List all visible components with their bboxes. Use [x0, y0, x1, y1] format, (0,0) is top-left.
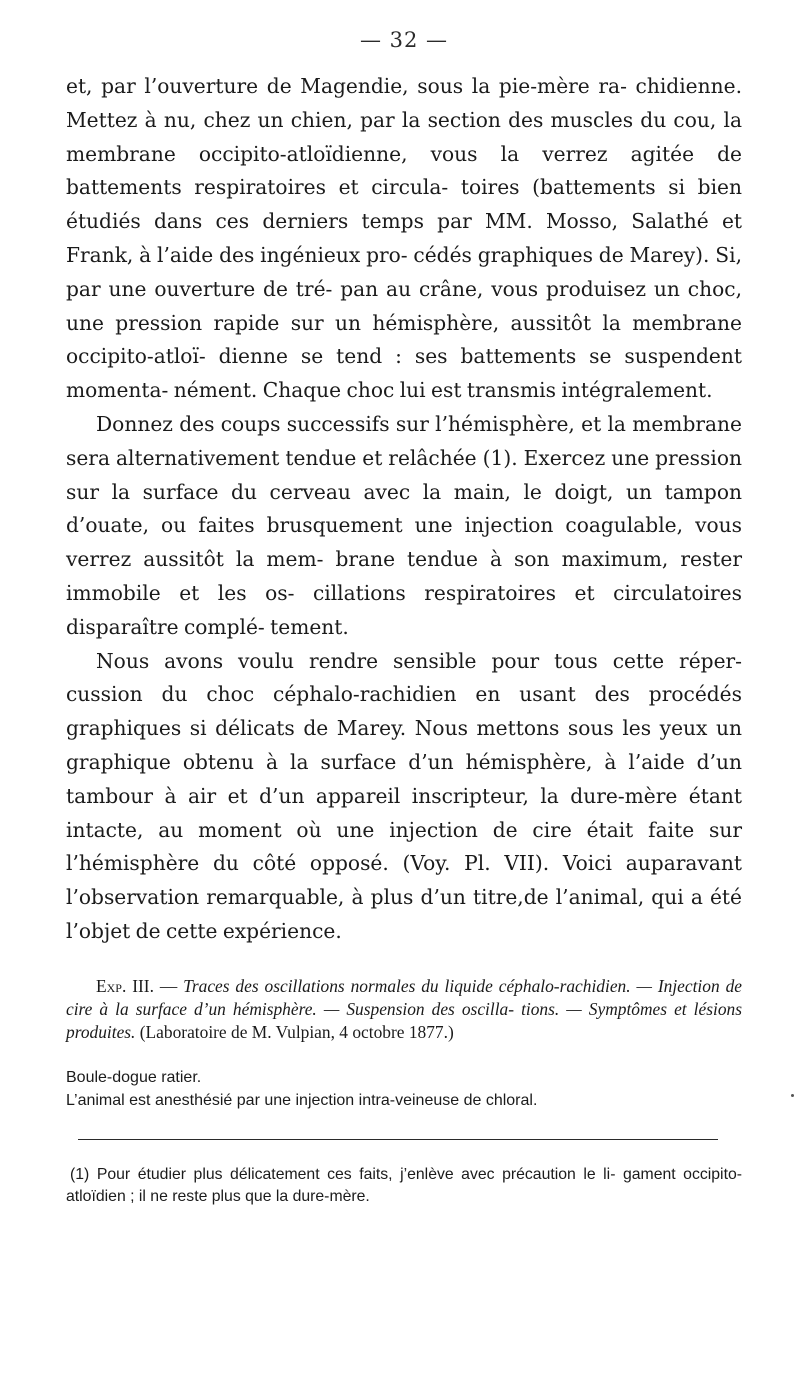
experiment-source: (Laboratoire de M. Vulpian, 4 octobre 1877.) [135, 1021, 454, 1042]
page-number: — 32 — [359, 28, 449, 52]
main-text [66, 70, 742, 949]
notes-line-2: L’animal est anesthésié par une injection intra-veineuse de chloral. [66, 1092, 538, 1110]
footnote-text: (1) Pour étudier plus délicatement ces faits, j’enlève avec précaution le li- gament occipito-atloïdien ; il ne reste plus que la dure-mère. [66, 1165, 742, 1206]
notes-line-1: Boule-dogue ratier. [66, 1068, 202, 1086]
footnote-divider [78, 1139, 718, 1140]
paragraph-1: et, par l’ouverture de Magendie, sous la pie-mère ra- chidienne. Mettez à nu, chez un chien, par la section des muscles du cou, la membrane occipito-atloïdienne, vous la verrez agitée de battements respiratoires et circula- toires (battements si bien étudiés dans ces derniers temps par MM. Mosso, Salathé et Frank, à l’aide des ingénieux pro- cédés graphiques de Marey). Si, par une ouverture de tré- pan au crâne, vous produisez un choc, une pression rapide sur un hémisphère, aussitôt la membrane occipito-atloï- dienne se tend : ses battements se suspendent momenta- nément. Chaque choc lui est transmis intégralement. [66, 74, 742, 403]
experiment-block [66, 975, 742, 1044]
experiment-dash: — [153, 975, 184, 996]
experiment-label: Exp. III. [96, 975, 154, 996]
paragraph-3: Nous avons voulu rendre sensible pour tous cette réper- cussion du choc céphalo-rachidien en usant des procédés graphiques si délicats de Marey. Nous mettons sous les yeux un graphique obtenu à la surface d’un hémisphère, à l’aide d’un tambour à air et d’un appareil inscripteur, la dure-mère étant intacte, au moment où une injection de cire était faite sur l’hémisphère du côté opposé. (Voy. Pl. VII). Voici auparavant l’observation remarquable, à plus d’un titre,de l’animal, qui a été l’objet de cette expérience. [66, 648, 742, 943]
page [66, 28, 742, 1209]
footnote [66, 1164, 742, 1209]
margin-dot [791, 1094, 794, 1097]
experiment-heading [66, 975, 742, 1044]
paragraph-2: Donnez des coups successifs sur l’hémisphère, et la membrane sera alternativement tendue et relâchée (1). Exercez une pression sur la surface du cerveau avec la main, le doigt, un tampon d’ouate, ou faites brusquement une injection coagulable, vous verrez aussitôt la mem- brane tendue à son maximum, rester immobile et les os- cillations respiratoires et circulatoires disparaître complé- tement. [66, 411, 742, 639]
observation-notes [66, 1066, 742, 1113]
experiment-title: Traces des oscillations normales du liquide céphalo-rachidien. — Injection de cire à la surface d’un hémisphère. — Suspension des oscilla- tions. — Symptômes et lésions produites. [66, 975, 742, 1042]
